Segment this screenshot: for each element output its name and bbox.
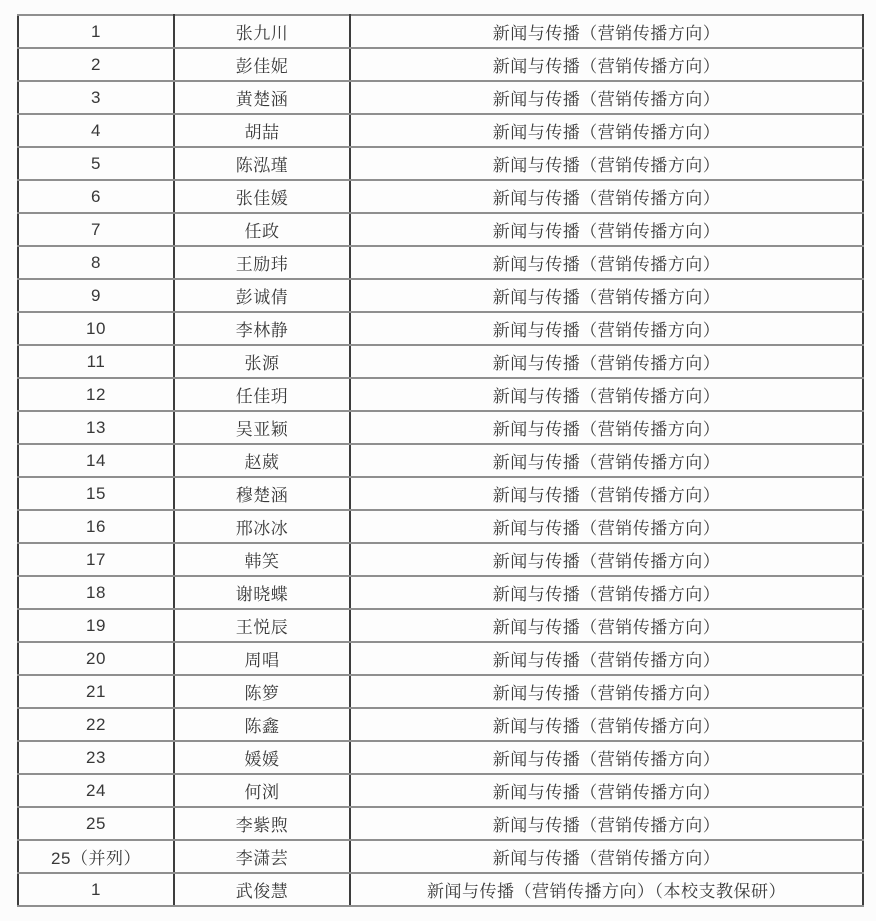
program-cell: 新闻与传播（营销传播方向） — [350, 81, 863, 114]
name-cell: 张源 — [174, 345, 350, 378]
name-cell: 任政 — [174, 213, 350, 246]
table-row — [18, 873, 863, 906]
name-cell: 陈泓瑾 — [174, 147, 350, 180]
rank-cell: 1 — [18, 873, 174, 906]
name-cell: 任佳玥 — [174, 378, 350, 411]
program-cell: 新闻与传播（营销传播方向） — [350, 180, 863, 213]
name-cell: 武俊慧 — [174, 873, 350, 906]
program-cell: 新闻与传播（营销传播方向） — [350, 114, 863, 147]
table-row — [18, 411, 863, 444]
rank-cell: 3 — [18, 81, 174, 114]
rank-cell: 25 — [18, 807, 174, 840]
table-row — [18, 708, 863, 741]
table-row — [18, 774, 863, 807]
name-cell: 张九川 — [174, 15, 350, 48]
rank-cell: 18 — [18, 576, 174, 609]
rank-cell: 25（并列） — [18, 840, 174, 873]
program-cell: 新闻与传播（营销传播方向） — [350, 510, 863, 543]
table-row — [18, 741, 863, 774]
program-cell: 新闻与传播（营销传播方向） — [350, 246, 863, 279]
program-cell: 新闻与传播（营销传播方向） — [350, 642, 863, 675]
program-cell: 新闻与传播（营销传播方向） — [350, 840, 863, 873]
program-cell: 新闻与传播（营销传播方向） — [350, 147, 863, 180]
program-cell: 新闻与传播（营销传播方向） — [350, 609, 863, 642]
program-cell: 新闻与传播（营销传播方向） — [350, 774, 863, 807]
program-cell: 新闻与传播（营销传播方向） — [350, 15, 863, 48]
name-cell: 谢晓蝶 — [174, 576, 350, 609]
table-row — [18, 675, 863, 708]
table-row — [18, 279, 863, 312]
table-row — [18, 642, 863, 675]
name-cell: 王励玮 — [174, 246, 350, 279]
program-cell: 新闻与传播（营销传播方向） — [350, 576, 863, 609]
table-row — [18, 477, 863, 510]
name-cell: 吴亚颖 — [174, 411, 350, 444]
rank-cell: 6 — [18, 180, 174, 213]
table-row — [18, 840, 863, 873]
name-cell: 韩笑 — [174, 543, 350, 576]
rank-cell: 9 — [18, 279, 174, 312]
rank-cell: 13 — [18, 411, 174, 444]
rank-cell: 15 — [18, 477, 174, 510]
name-cell: 彭诚倩 — [174, 279, 350, 312]
program-cell: 新闻与传播（营销传播方向） — [350, 279, 863, 312]
name-cell: 陈鑫 — [174, 708, 350, 741]
rank-cell: 2 — [18, 48, 174, 81]
name-cell: 李紫煦 — [174, 807, 350, 840]
rank-cell: 1 — [18, 15, 174, 48]
rank-cell: 14 — [18, 444, 174, 477]
name-cell: 胡喆 — [174, 114, 350, 147]
table-row — [18, 213, 863, 246]
name-cell: 李潇芸 — [174, 840, 350, 873]
name-cell: 穆楚涵 — [174, 477, 350, 510]
table-row — [18, 543, 863, 576]
table-row — [18, 609, 863, 642]
program-cell: 新闻与传播（营销传播方向） — [350, 708, 863, 741]
rank-cell: 20 — [18, 642, 174, 675]
table-row — [18, 807, 863, 840]
rank-cell: 4 — [18, 114, 174, 147]
table-row — [18, 114, 863, 147]
table-row — [18, 246, 863, 279]
rank-cell: 12 — [18, 378, 174, 411]
table-row — [18, 81, 863, 114]
program-cell: 新闻与传播（营销传播方向） — [350, 378, 863, 411]
name-cell: 赵葳 — [174, 444, 350, 477]
program-cell: 新闻与传播（营销传播方向） — [350, 213, 863, 246]
rank-cell: 10 — [18, 312, 174, 345]
name-cell: 李林静 — [174, 312, 350, 345]
program-cell: 新闻与传播（营销传播方向） — [350, 477, 863, 510]
rank-cell: 8 — [18, 246, 174, 279]
rank-cell: 16 — [18, 510, 174, 543]
name-cell: 邢冰冰 — [174, 510, 350, 543]
rank-cell: 21 — [18, 675, 174, 708]
table-row — [18, 444, 863, 477]
admission-ranking-table — [17, 14, 864, 907]
table-row — [18, 15, 863, 48]
table-row — [18, 312, 863, 345]
program-cell: 新闻与传播（营销传播方向） — [350, 807, 863, 840]
program-cell: 新闻与传播（营销传播方向） — [350, 312, 863, 345]
name-cell: 何浏 — [174, 774, 350, 807]
name-cell: 媛媛 — [174, 741, 350, 774]
rank-cell: 19 — [18, 609, 174, 642]
name-cell: 周唱 — [174, 642, 350, 675]
rank-cell: 22 — [18, 708, 174, 741]
program-cell: 新闻与传播（营销传播方向） — [350, 675, 863, 708]
table-row — [18, 510, 863, 543]
table-row — [18, 180, 863, 213]
name-cell: 陈箩 — [174, 675, 350, 708]
program-cell: 新闻与传播（营销传播方向） — [350, 411, 863, 444]
table-row — [18, 378, 863, 411]
rank-cell: 7 — [18, 213, 174, 246]
rank-cell: 11 — [18, 345, 174, 378]
name-cell: 张佳媛 — [174, 180, 350, 213]
name-cell: 王悦辰 — [174, 609, 350, 642]
rank-cell: 17 — [18, 543, 174, 576]
name-cell: 彭佳妮 — [174, 48, 350, 81]
table-row — [18, 48, 863, 81]
program-cell: 新闻与传播（营销传播方向） — [350, 741, 863, 774]
rank-cell: 24 — [18, 774, 174, 807]
program-cell: 新闻与传播（营销传播方向） — [350, 444, 863, 477]
program-cell: 新闻与传播（营销传播方向）（本校支教保研） — [350, 873, 863, 906]
program-cell: 新闻与传播（营销传播方向） — [350, 48, 863, 81]
program-cell: 新闻与传播（营销传播方向） — [350, 345, 863, 378]
table-row — [18, 576, 863, 609]
rank-cell: 5 — [18, 147, 174, 180]
name-cell: 黄楚涵 — [174, 81, 350, 114]
table-row — [18, 345, 863, 378]
rank-cell: 23 — [18, 741, 174, 774]
table-body — [18, 15, 863, 906]
program-cell: 新闻与传播（营销传播方向） — [350, 543, 863, 576]
table-row — [18, 147, 863, 180]
